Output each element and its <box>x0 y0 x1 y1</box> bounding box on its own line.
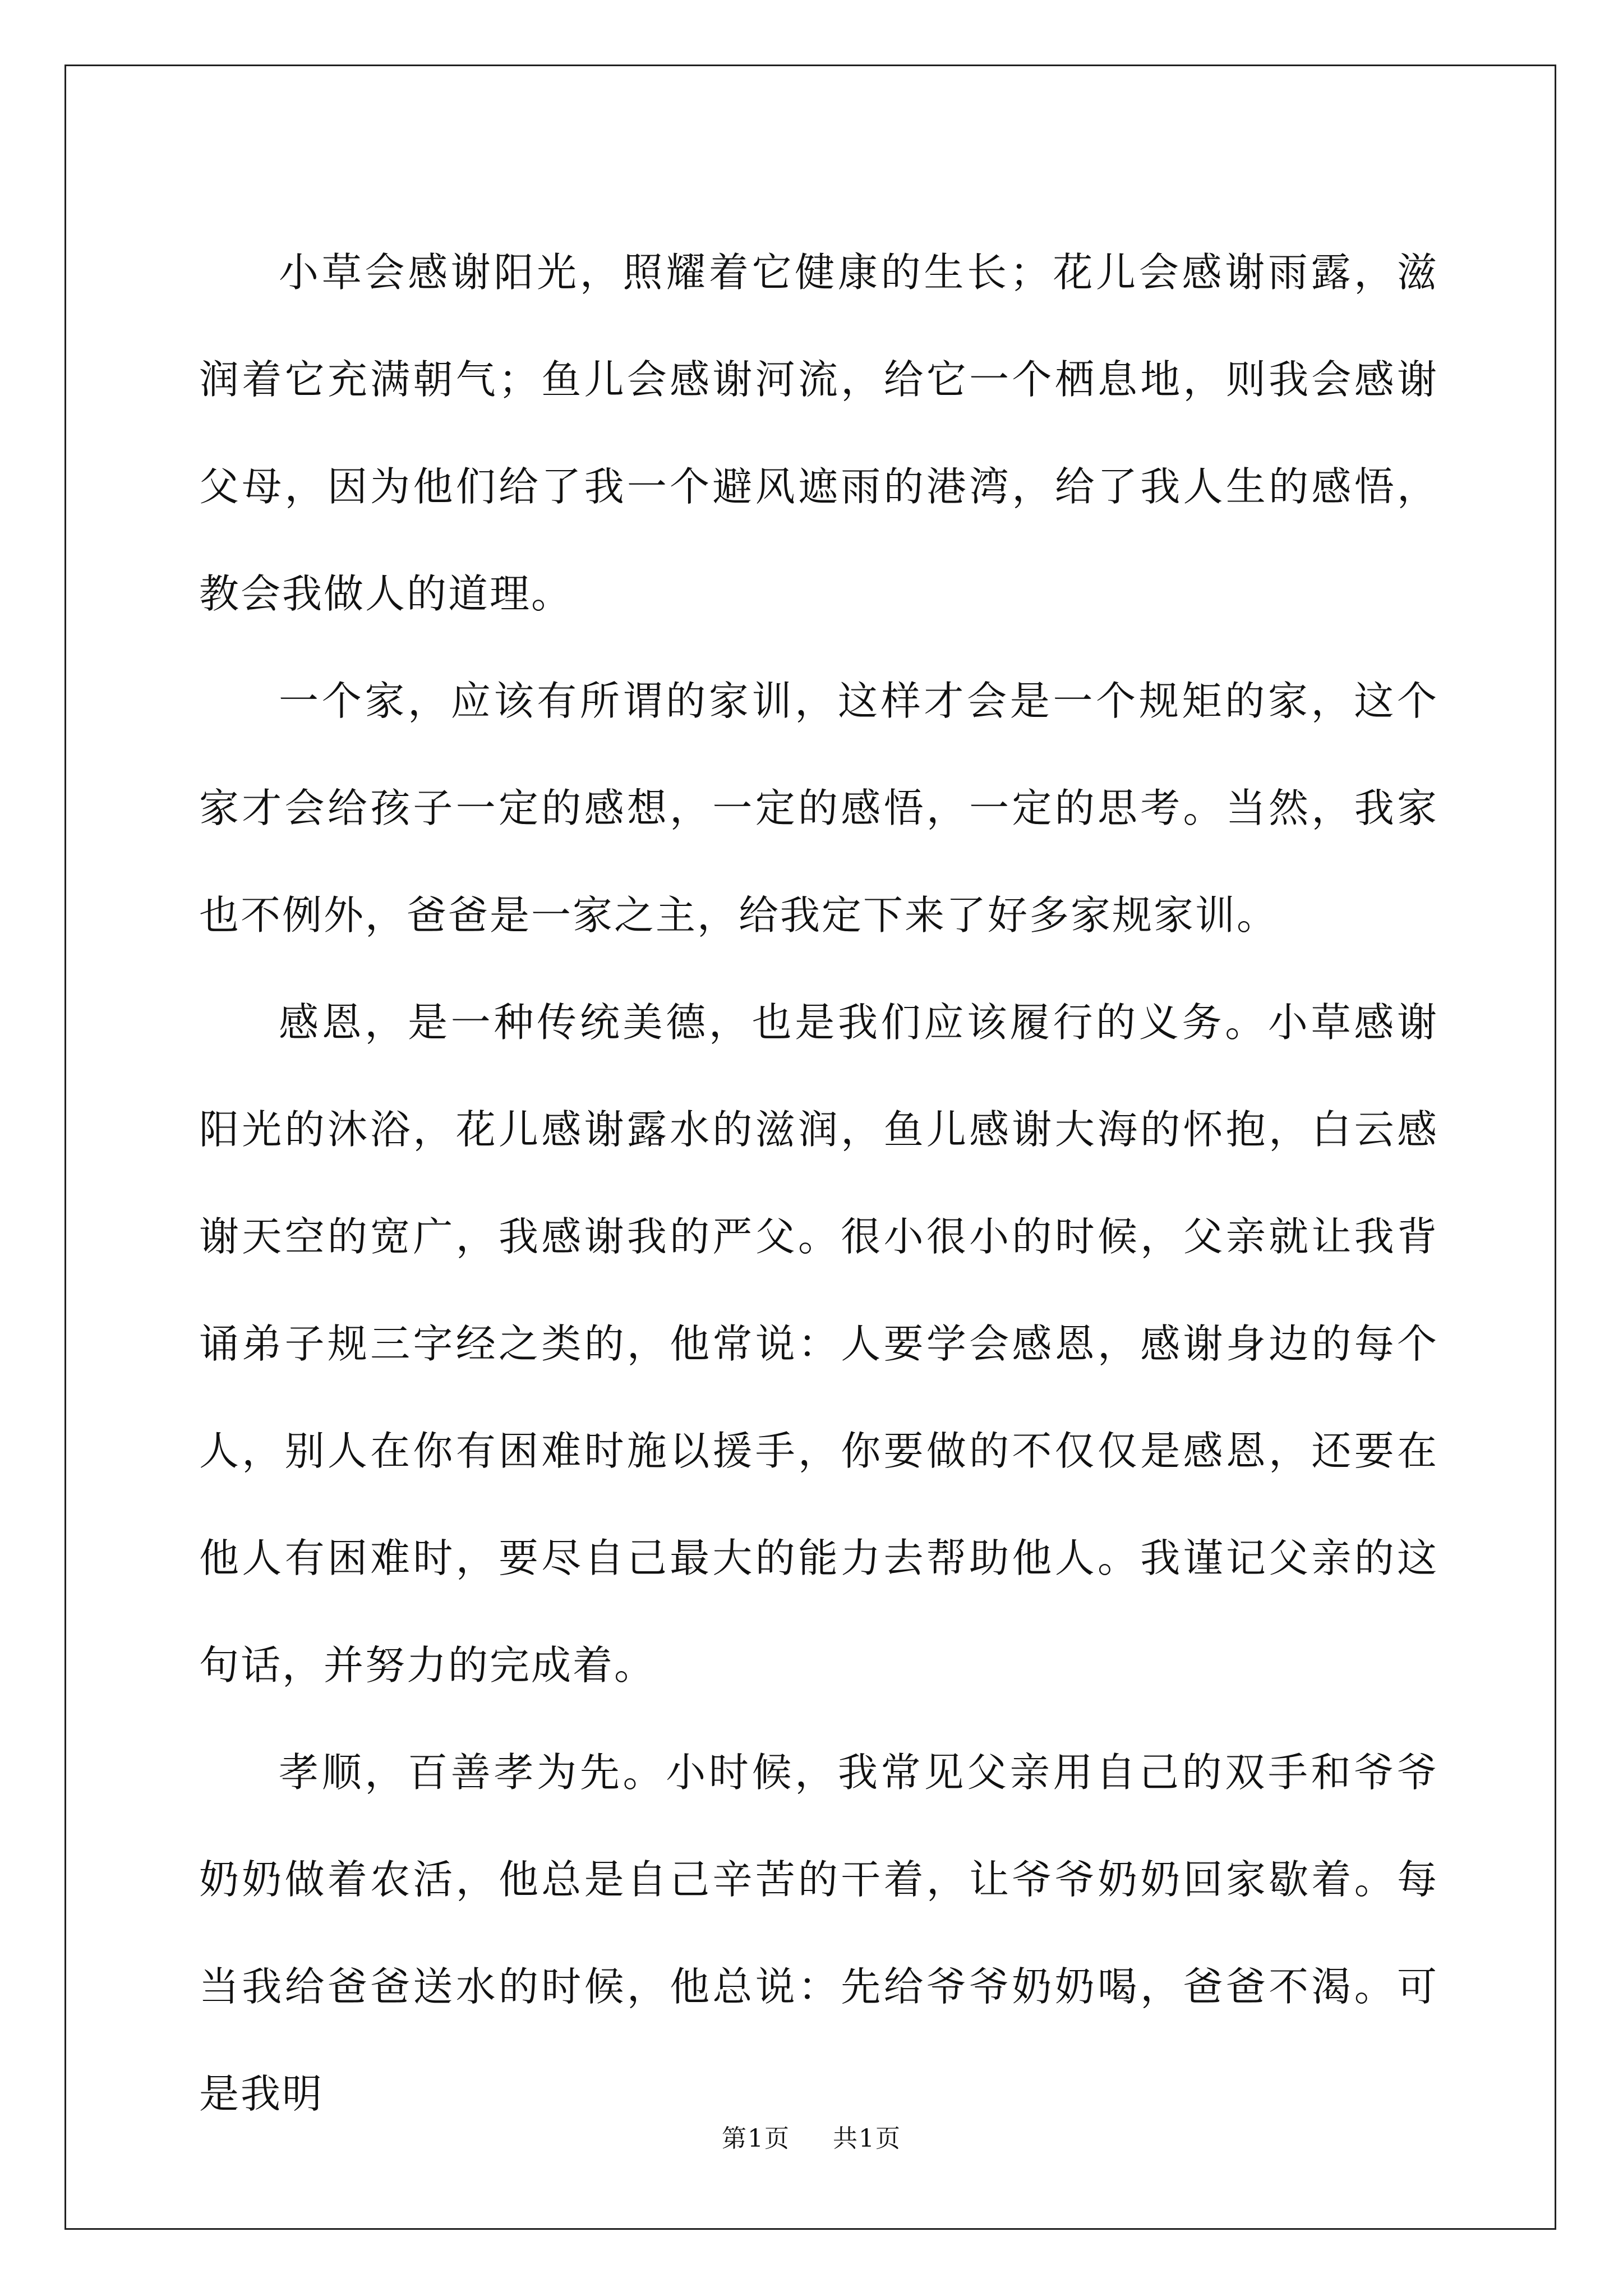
paragraph-2: 一个家，应该有所谓的家训，这样才会是一个规矩的家，这个家才会给孩子一定的感想，一定的感悟，一定的思考。当然，我家也不例外，爸爸是一家之主，给我定下来了好多家规家训。 <box>199 678 1438 938</box>
page-number-current: 第1页 <box>722 2124 790 2153</box>
paragraph-4: 孝顺，百善孝为先。小时候，我常见父亲用自己的双手和爷爷奶奶做着农活，他总是自己辛苦的干着，让爷爷奶奶回家歇着。每当我给爸爸送水的时候，他总说：先给爷爷奶奶喝，爸爸不渴。可是我明 <box>199 1749 1438 2117</box>
paragraph-1: 小草会感谢阳光，照耀着它健康的生长；花儿会感谢雨露，滋润着它充满朝气；鱼儿会感谢河流，给它一个栖息地，则我会感谢父母，因为他们给了我一个避风遮雨的港湾，给了我人生的感悟，教会我做人的道理。 <box>199 249 1438 617</box>
page-number-total: 共1页 <box>833 2124 901 2153</box>
page-footer <box>0 2122 1623 2156</box>
paragraph-3: 感恩，是一种传统美德，也是我们应该履行的义务。小草感谢阳光的沐浴，花儿感谢露水的滋润，鱼儿感谢大海的怀抱，白云感谢天空的宽广，我感谢我的严父。很小很小的时候，父亲就让我背诵弟子规三字经之类的，他常说：人要学会感恩，感谢身边的每个人，别人在你有困难时施以援手，你要做的不仅仅是感恩，还要在他人有困难时，要尽自己最大的能力去帮助他人。我谨记父亲的这句话，并努力的完成着。 <box>199 999 1438 1688</box>
document-body <box>199 219 1438 2147</box>
